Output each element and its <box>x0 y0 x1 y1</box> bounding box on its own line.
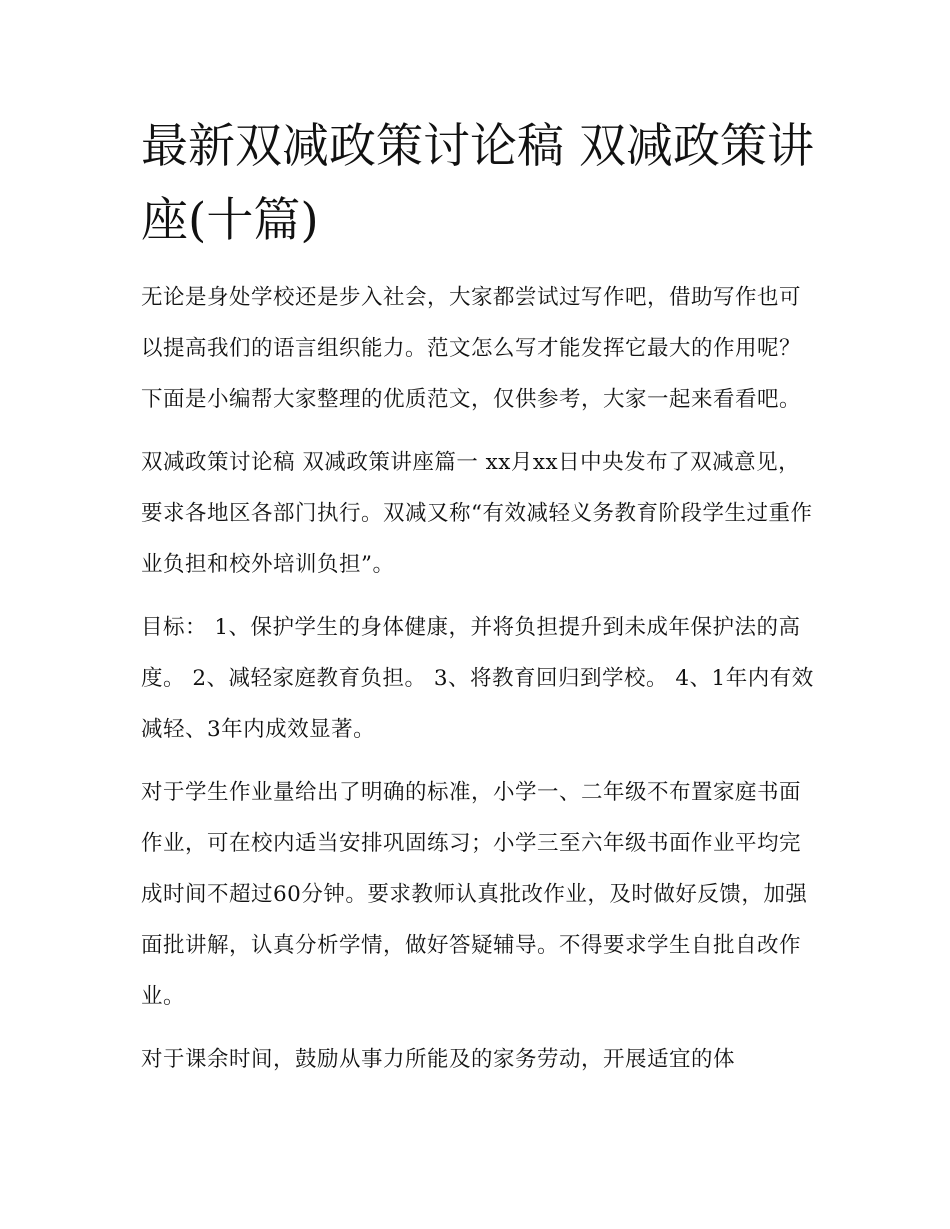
intro-paragraph: 无论是身处学校还是步入社会，大家都尝试过写作吧，借助写作也可以提高我们的语言组织能力。范文怎么写才能发挥它最大的作用呢？下面是小编帮大家整理的优质范文，仅供参考，大家一起来看看吧。 <box>141 285 802 412</box>
document-title: 最新双减政策讨论稿 双减政策讲座(十篇) <box>141 119 814 248</box>
homework-paragraph: 对于学生作业量给出了明确的标准，小学一、二年级不布置家庭书面作业，可在校内适当安排巩固练习；小学三至六年级书面作业平均完成时间不超过60分钟。要求教师认真批改作业，及时做好反馈，加强面批讲解，认真分析学情，做好答疑辅导。不得要求学生自批自改作业。 <box>141 780 808 1009</box>
document-body <box>141 110 816 1085</box>
goals-paragraph: 目标： 1、保护学生的身体健康，并将负担提升到未成年保护法的高度。 2、减轻家庭教育负担。 3、将教育回归到学校。 4、1年内有效减轻、3年内成效显著。 <box>141 615 814 742</box>
policy-paragraph: 双减政策讨论稿 双减政策讲座篇一 xx月xx日中央发布了双减意见，要求各地区各部门执行。双减又称“有效减轻义务教育阶段学生过重作业负担和校外培训负担”。 <box>141 450 813 577</box>
afterschool-paragraph: 对于课余时间，鼓励从事力所能及的家务劳动，开展适宜的体 <box>141 1047 736 1072</box>
